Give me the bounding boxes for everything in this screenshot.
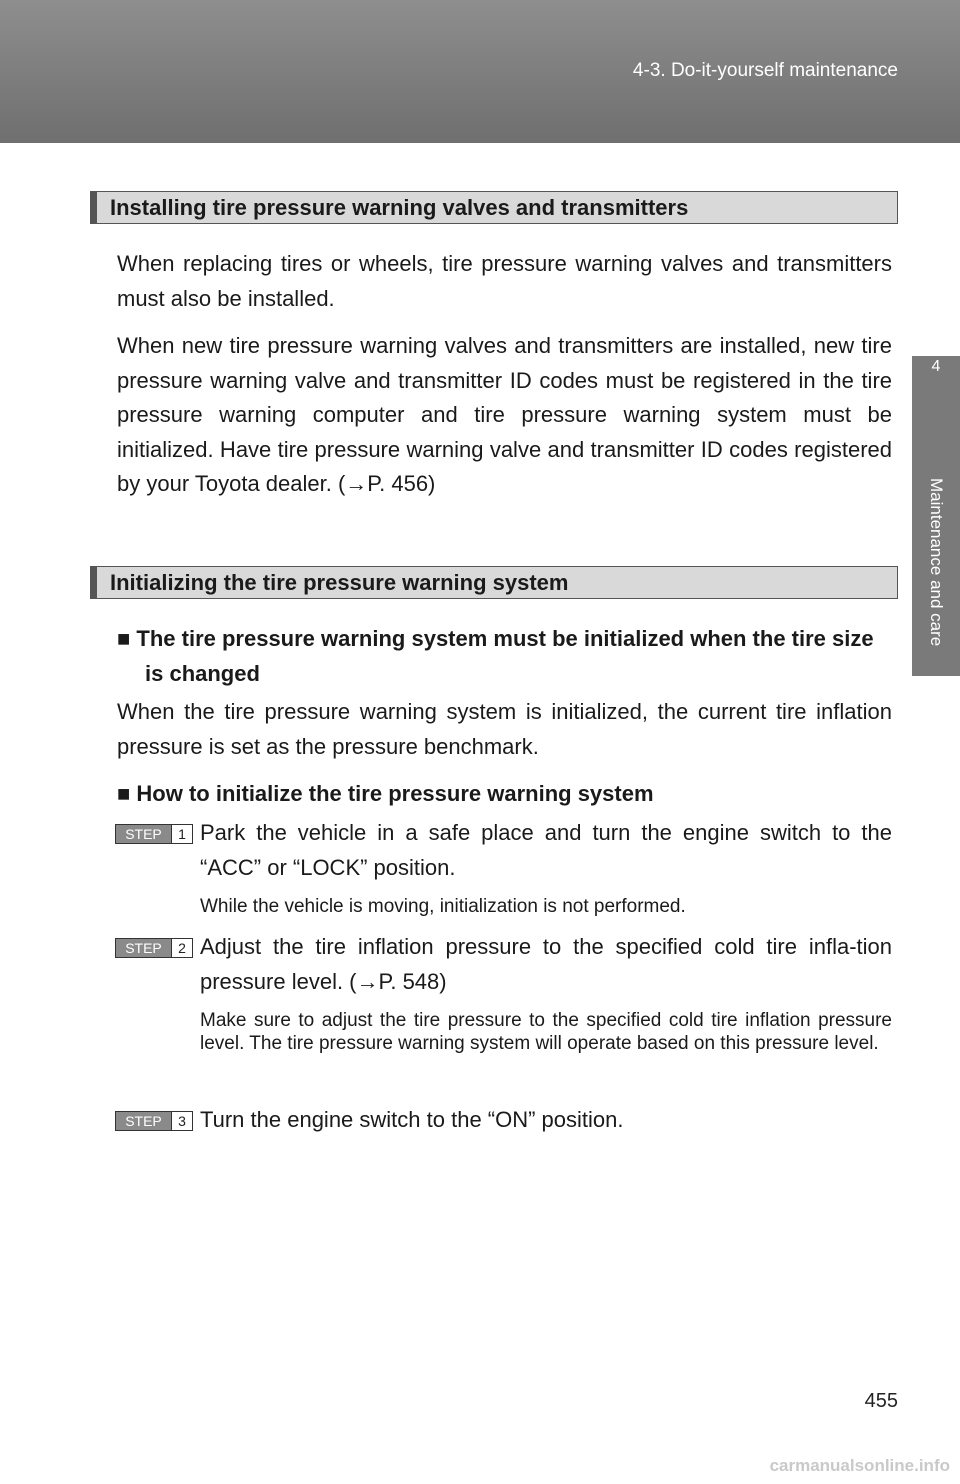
watermark: carmanualsonline.info: [769, 1456, 950, 1475]
subheading-how-to: ■ How to initialize the tire pressure warning system: [117, 781, 654, 806]
step-badge: [115, 938, 193, 958]
step-number: 1: [171, 825, 192, 843]
section-title-initializing: Initializing the tire pressure warning system: [90, 566, 898, 599]
step-label: STEP: [116, 939, 171, 957]
step-2-text: Adjust the tire inflation pressure to the specified cold tire infla-tion pressure level. (→P. 548): [200, 934, 892, 994]
paragraph-benchmark: When the tire pressure warning system is initialized, the current tire inflation pressure is set as the pressure benchmark.: [117, 699, 892, 759]
paragraph-replacing: When replacing tires or wheels, tire pressure warning valves and transmitters must also be installed.: [117, 251, 892, 311]
step-label: STEP: [116, 1112, 171, 1130]
step-1-note: While the vehicle is moving, initialization is not performed.: [200, 896, 686, 917]
section-breadcrumb: 4-3. Do-it-yourself maintenance: [632, 60, 898, 81]
step-badge: [115, 824, 193, 844]
step-2-note: Make sure to adjust the tire pressure to the specified cold tire inflation pressure level. The tire pressure warning system will operate based on this pressure level.: [200, 1010, 892, 1054]
chapter-tab-label-wrap: [912, 354, 960, 676]
step-3-text: Turn the engine switch to the “ON” position.: [200, 1107, 624, 1132]
page-number: 455: [864, 1390, 898, 1412]
step-1-text: Park the vehicle in a safe place and turn the engine switch to the “ACC” or “LOCK” position.: [200, 820, 892, 880]
step-label: STEP: [116, 825, 171, 843]
step-number: 3: [171, 1112, 192, 1130]
step-badge: [115, 1111, 193, 1131]
subheading-size-changed: ■ The tire pressure warning system must be initialized when the tire size is changed: [117, 626, 874, 686]
step-number: 2: [171, 939, 192, 957]
chapter-number: 4: [931, 358, 941, 375]
paragraph-registration: When new tire pressure warning valves and transmitters are installed, new tire pressure warning valve and transmitter ID codes must be registered in the tire pressure warning computer and tire pressure warning system must be initialized. Have tire pressure warning valve and transmitter ID codes registered by your Toyota dealer. (→P. 456): [117, 333, 892, 496]
chapter-label: Maintenance and care: [927, 477, 946, 646]
section-title-installing: Installing tire pressure warning valves and transmitters: [90, 191, 898, 224]
